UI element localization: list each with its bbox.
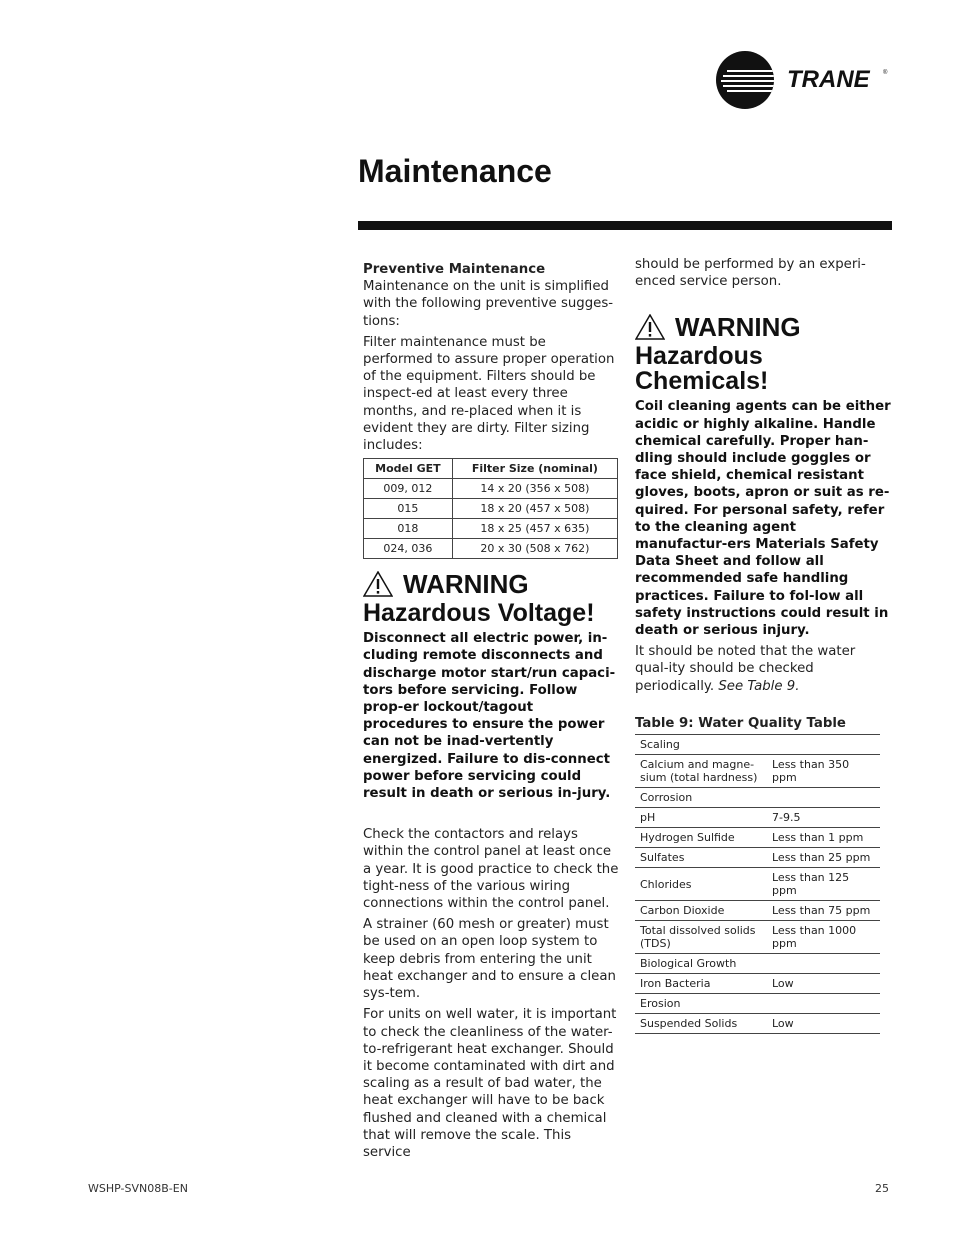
- table-row: [635, 954, 880, 974]
- table-row: [635, 828, 880, 848]
- footer-page-number: 25: [875, 1182, 889, 1195]
- table-cell: 18 x 25 (457 x 635): [452, 519, 617, 539]
- table-row: [635, 848, 880, 868]
- water-parameter: Erosion: [635, 994, 767, 1014]
- warning-body: Coil cleaning agents can be either acidic or highly alkaline. Handle chemical carefully. Proper han-dling should include goggles or face shield, chemical resistant gloves, boots, apron or suit as re-quired. For personal safety, refer to the cleaning agent manufactur-ers Materials Safety Data Sheet and follow all recommended safe handling practices. Failure to fol-low all safety instructions could result in death or serious injury.: [635, 399, 891, 639]
- water-limit: Less than 350 ppm: [767, 755, 880, 788]
- water-parameter: Carbon Dioxide: [635, 901, 767, 921]
- water-parameter: Scaling: [635, 735, 767, 755]
- continuation-paragraph: should be performed by an experi-enced service person.: [635, 257, 866, 290]
- contactors-paragraph: Check the contactors and relays within the control panel at least once a year. It is good practice to check the tight-ness of the various wiring connections within the control panel.: [363, 827, 619, 912]
- water-parameter: Iron Bacteria: [635, 974, 767, 994]
- preventive-intro: Maintenance on the unit is simplified with the following preventive sugges-tions:: [363, 279, 614, 329]
- table-row: [364, 539, 618, 559]
- water-limit: Less than 1000 ppm: [767, 921, 880, 954]
- water-limit: Low: [767, 1014, 880, 1034]
- table-row: [364, 519, 618, 539]
- table-cell: 015: [364, 499, 453, 519]
- water-limit: Less than 25 ppm: [767, 848, 880, 868]
- svg-text:®: ®: [883, 70, 888, 76]
- water-limit: Less than 75 ppm: [767, 901, 880, 921]
- chemicals-warning: [635, 312, 892, 639]
- table-row: [635, 1014, 880, 1034]
- right-column: [635, 256, 892, 1034]
- filter-table-header-model: Model GET: [364, 459, 453, 479]
- left-column: [363, 261, 619, 1165]
- warning-triangle-icon: [363, 571, 393, 597]
- water-parameter: Biological Growth: [635, 954, 767, 974]
- water-parameter: pH: [635, 808, 767, 828]
- voltage-warning: [363, 569, 619, 802]
- warning-triangle-icon: [635, 314, 665, 340]
- table-cell: 009, 012: [364, 479, 453, 499]
- table-cell: 024, 036: [364, 539, 453, 559]
- table-row: [364, 499, 618, 519]
- strainer-paragraph: A strainer (60 mesh or greater) must be used on an open loop system to keep debris from entering the unit heat exchanger and to ensure a clean sys-tem.: [363, 917, 616, 1002]
- table-row: [635, 735, 880, 755]
- title-rule: [358, 221, 892, 230]
- preventive-maintenance-heading: Preventive Maintenance: [363, 262, 546, 277]
- filter-paragraph: Filter maintenance must be performed to assure proper operation of the equipment. Filters should be inspect-ed at least every three months, and re-placed when it is evident they are dirty. Filter sizing includes:: [363, 334, 615, 454]
- filter-size-table: [363, 458, 618, 559]
- table-row: [635, 994, 880, 1014]
- table-row: [635, 788, 880, 808]
- well-water-paragraph: For units on well water, it is important to check the cleanliness of the water-to-refrigerant heat exchanger. Should it become contaminated with dirt and scaling as a result of bad water, the heat exchanger will have to be back flushed and cleaned with a chemical that will remove the scale. This service: [363, 1007, 617, 1160]
- trane-logo: [715, 50, 895, 110]
- water-limit: 7-9.5: [767, 808, 880, 828]
- warning-title: Hazardous Chemicals!: [635, 342, 769, 396]
- table-cell: 20 x 30 (508 x 762): [452, 539, 617, 559]
- table-row: [364, 479, 618, 499]
- water-limit: Less than 1 ppm: [767, 828, 880, 848]
- table-row: [635, 974, 880, 994]
- water-note-text: It should be noted that the water qual-ity should be checked periodically.: [635, 644, 856, 694]
- water-limit: Low: [767, 974, 880, 994]
- table-cell: 14 x 20 (356 x 508): [452, 479, 617, 499]
- footer-doc-id: WSHP-SVN08B-EN: [88, 1182, 188, 1195]
- page-title: Maintenance: [358, 153, 552, 189]
- water-quality-table: [635, 734, 880, 1034]
- water-limit: [767, 994, 880, 1014]
- water-limit: [767, 954, 880, 974]
- water-limit: [767, 735, 880, 755]
- water-table-caption: Table 9: Water Quality Table: [635, 715, 846, 731]
- water-note-paragraph: [635, 643, 892, 695]
- table-cell: 18 x 20 (457 x 508): [452, 499, 617, 519]
- water-parameter: Suspended Solids: [635, 1014, 767, 1034]
- water-parameter: Chlorides: [635, 868, 767, 901]
- warning-label: WARNING: [403, 569, 529, 600]
- table-row: [635, 808, 880, 828]
- warning-body: Disconnect all electric power, in-cluding remote disconnects and discharge motor start/run capaci-tors before servicing. Follow prop-er lockout/tagout procedures to ensure the power can not be inad-vertently energized. Failure to dis-connect power before servicing could result in death or serious in-jury.: [363, 631, 616, 802]
- table-row: [635, 921, 880, 954]
- water-note-reference: See Table 9.: [718, 678, 800, 694]
- table-row: [635, 901, 880, 921]
- water-limit: Less than 125 ppm: [767, 868, 880, 901]
- warning-title: Hazardous Voltage!: [363, 599, 595, 628]
- water-limit: [767, 788, 880, 808]
- water-parameter: Sulfates: [635, 848, 767, 868]
- water-parameter: Calcium and magne-sium (total hardness): [635, 755, 767, 788]
- logo-wordmark: TRANE: [787, 66, 870, 93]
- table-cell: 018: [364, 519, 453, 539]
- warning-label: WARNING: [675, 312, 801, 343]
- water-parameter: Total dissolved solids (TDS): [635, 921, 767, 954]
- table-row: [635, 868, 880, 901]
- water-parameter: Corrosion: [635, 788, 767, 808]
- water-parameter: Hydrogen Sulfide: [635, 828, 767, 848]
- filter-table-header-size: Filter Size (nominal): [452, 459, 617, 479]
- table-row: [635, 755, 880, 788]
